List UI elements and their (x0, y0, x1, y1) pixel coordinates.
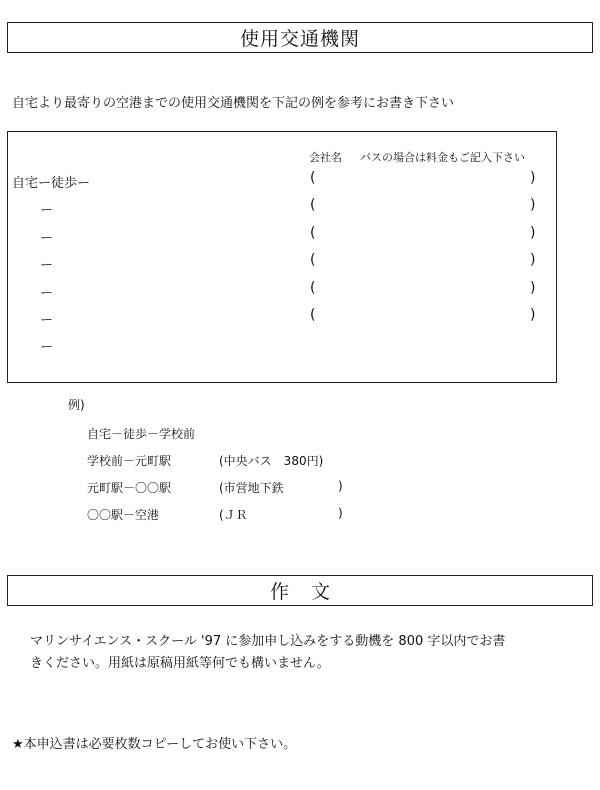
row-1-paren-open: ( (310, 170, 316, 186)
example-row-4-close: ) (338, 506, 343, 520)
row-2-paren-close: ) (530, 197, 536, 213)
example-row-3-route: 元町駅－〇〇駅 (87, 481, 172, 495)
example-row-2-route: 学校前－元町駅 (87, 454, 172, 468)
example-row-3-detail: (市営地下鉄 (219, 481, 284, 495)
example-row-4-route: 〇〇駅－空港 (87, 508, 160, 522)
column-note-label: バスの場合は料金もご記入下さい (360, 151, 525, 164)
essay-header-box (7, 575, 593, 606)
row-3-paren-close: ) (530, 225, 536, 241)
row-6-paren-close: ) (530, 307, 536, 323)
example-label: 例) (68, 398, 85, 412)
row-5-paren-open: ( (310, 280, 316, 296)
route-row-3-dash: ー (40, 231, 54, 246)
header-box (7, 22, 593, 53)
route-row-2-dash: ー (40, 203, 54, 218)
essay-title: 作文 (269, 581, 352, 603)
row-5-paren-close: ) (530, 280, 536, 296)
example-row-1-route: 自宅－徒歩－学校前 (87, 427, 196, 441)
row-4-paren-open: ( (310, 252, 316, 268)
transport-form-box (7, 131, 557, 383)
example-row-4-detail: (ＪＲ (219, 508, 248, 522)
route-row-5-dash: ー (40, 286, 54, 301)
row-1-paren-close: ) (530, 170, 536, 186)
column-company-label: 会社名 (309, 151, 342, 164)
row-3-paren-open: ( (310, 225, 316, 241)
essay-instruction-line-2: きください。用紙は原稿用紙等何でも構いません。 (30, 656, 330, 671)
route-row-4-dash: ー (40, 258, 54, 273)
row-6-paren-open: ( (310, 307, 316, 323)
row-2-paren-open: ( (310, 197, 316, 213)
route-row-1-label: 自宅ー徒歩ー (12, 176, 91, 191)
footer-note: ★本申込書は必要枚数コピーしてお使い下さい。 (12, 737, 297, 752)
example-row-2-detail: (中央バス 380円) (219, 454, 324, 468)
route-row-6-dash: ー (40, 313, 54, 328)
page-title: 使用交通機関 (239, 28, 360, 50)
route-row-7-dash: ー (40, 340, 54, 355)
row-4-paren-close: ) (530, 252, 536, 268)
example-row-3-close: ) (338, 479, 343, 493)
instruction-text: 自宅より最寄りの空港までの使用交通機関を下記の例を参考にお書き下さい (12, 96, 455, 111)
essay-instruction-line-1: マリンサイエンス・スクール '97 に参加申し込みをする動機を 800 字以内でお書 (30, 634, 506, 649)
